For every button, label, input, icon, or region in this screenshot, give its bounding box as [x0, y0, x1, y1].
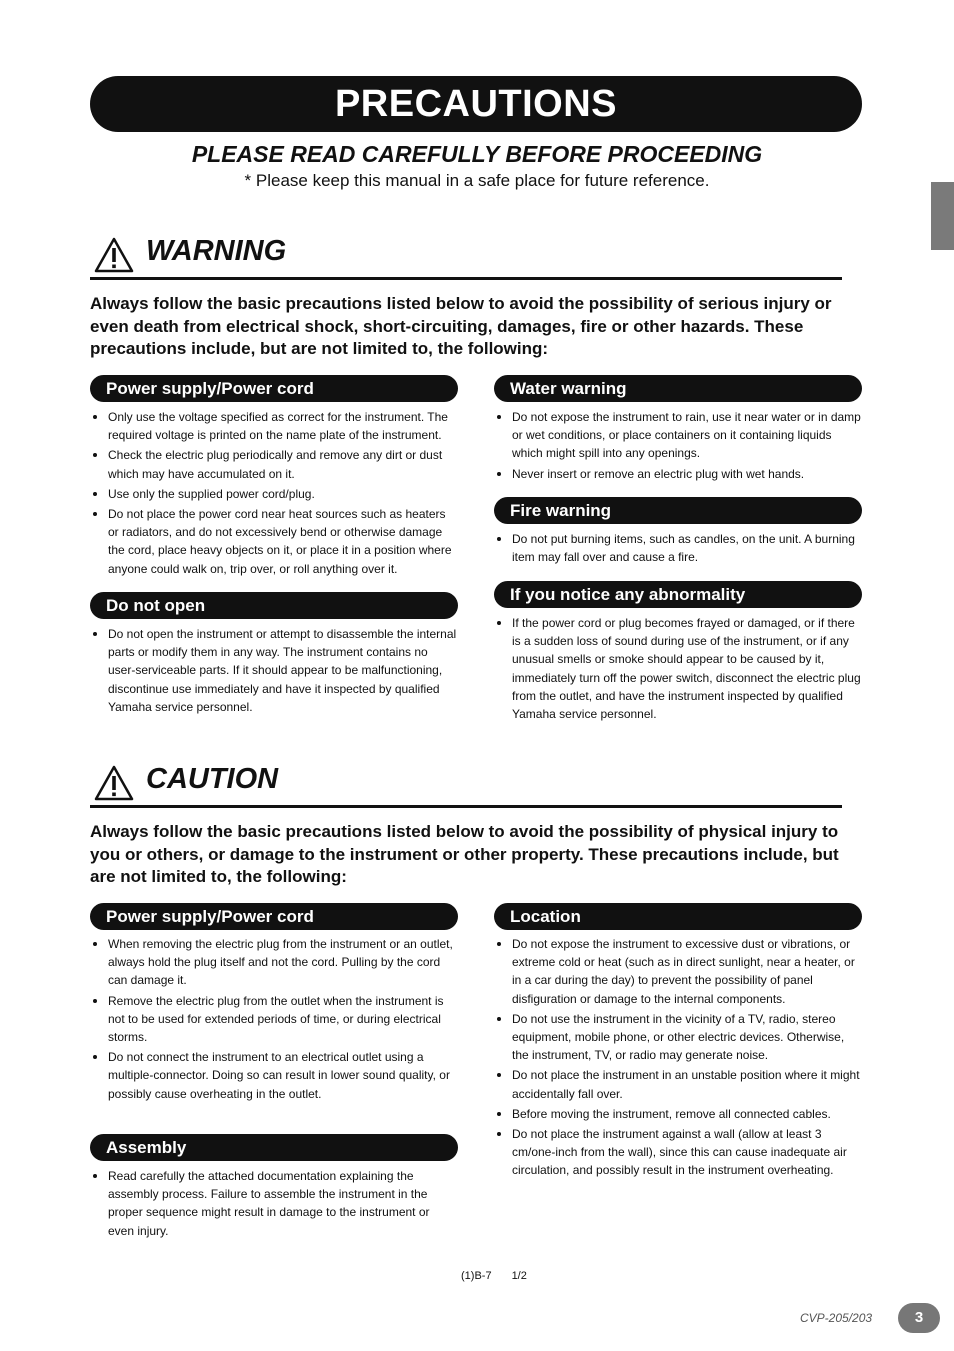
- section-pill-water-warning: Water warning: [494, 375, 862, 402]
- warning-do-not-open-list: [90, 625, 458, 716]
- list-item: Use only the supplied power cord/plug.: [90, 485, 458, 503]
- list-item: Check the electric plug periodically and remove any dirt or dust which may have accumulated on it.: [90, 446, 458, 482]
- caution-power-supply-list: [90, 935, 458, 1103]
- model-name: CVP-205/203: [800, 1311, 873, 1325]
- warning-triangle-icon: [94, 237, 134, 273]
- subtitle-note: * Please keep this manual in a safe place for future reference.: [244, 171, 710, 190]
- list-item: If the power cord or plug becomes frayed or damaged, or if there is a sudden loss of sound during use of the instrument, or if any unusual smells or smoke should appear to be caused by it, immediately turn off the power switch, disconnect the electric plug from the outlet, and have the instrument inspected by qualified Yamaha service personnel.: [494, 614, 862, 723]
- list-item: Before moving the instrument, remove all connected cables.: [494, 1105, 862, 1123]
- section-pill-fire-warning: Fire warning: [494, 497, 862, 524]
- document-code: [461, 1270, 527, 1282]
- caution-left-column-2: [90, 1134, 458, 1242]
- section-pill-do-not-open: Do not open: [90, 592, 458, 619]
- section-pill-location: Location: [494, 903, 862, 930]
- page-number: 3: [898, 1303, 940, 1333]
- warning-power-supply-list: [90, 408, 458, 578]
- list-item: Do not expose the instrument to rain, use it near water or in damp or wet conditions, or place containers on it containing liquids which might spill into any openings.: [494, 408, 862, 463]
- warning-heading: [90, 233, 842, 280]
- list-item: Do not put burning items, such as candles, on the unit. A burning item may fall over and cause a fire.: [494, 530, 862, 566]
- warning-title: WARNING: [146, 235, 287, 267]
- warning-right-column-3: [494, 581, 862, 725]
- caution-title: CAUTION: [146, 763, 279, 795]
- list-item: Only use the voltage specified as correct for the instrument. The required voltage is printed on the name plate of the instrument.: [90, 408, 458, 444]
- caution-triangle-icon: [94, 765, 134, 801]
- caution-location-list: [494, 935, 862, 1180]
- warning-right-column-2: [494, 497, 862, 568]
- warning-abnormality-list: [494, 614, 862, 723]
- list-item: Do not expose the instrument to excessive dust or vibrations, or extreme cold or heat (such as in direct sunlight, near a heater, or in a car during the day) to prevent the possibility of panel disfiguration or damage to the internal components.: [494, 935, 862, 1008]
- section-edge-tab: [931, 182, 954, 250]
- title-banner: [90, 76, 862, 132]
- page-title: PRECAUTIONS: [334, 82, 618, 125]
- section-pill-power-supply: Power supply/Power cord: [90, 903, 458, 930]
- section-pill-power-supply: Power supply/Power cord: [90, 375, 458, 402]
- warning-water-list: [494, 408, 862, 483]
- list-item: Do not place the instrument against a wall (allow at least 3 cm/one-inch from the wall), since this can cause inadequate air circulation, and possibly result in the instrument overheating.: [494, 1125, 862, 1180]
- list-item: Remove the electric plug from the outlet when the instrument is not to be used for extended periods of time, or during electrical storms.: [90, 992, 458, 1047]
- document-part: 1/2: [511, 1270, 527, 1282]
- list-item: Do not connect the instrument to an electrical outlet using a multiple-connector. Doing so can result in lower sound quality, or possibly cause overheating in the outlet.: [90, 1048, 458, 1103]
- document-code-id: (1)B-7: [461, 1270, 492, 1282]
- list-item: Do not open the instrument or attempt to disassemble the internal parts or modify them in any way. The instrument contains no user-serviceable parts. If it should appear to be malfunctioning, discontinue use immediately and have it inspected by qualified Yamaha service personnel.: [90, 625, 458, 716]
- list-item: When removing the electric plug from the instrument or an outlet, always hold the plug itself and not the cord. Pulling by the cord can damage it.: [90, 935, 458, 990]
- section-pill-assembly: Assembly: [90, 1134, 458, 1161]
- caution-intro: Always follow the basic precautions listed below to avoid the possibility of physical injury to you or others, or damage to the instrument or other property. These precautions include, but are not limited to, the following:: [90, 822, 839, 886]
- list-item: Do not use the instrument in the vicinity of a TV, radio, stereo equipment, mobile phone, or other electric devices. Otherwise, the instrument, TV, or radio may generate noise.: [494, 1010, 862, 1065]
- warning-fire-list: [494, 530, 862, 566]
- list-item: Never insert or remove an electric plug with wet hands.: [494, 465, 862, 483]
- warning-right-column: [494, 375, 862, 485]
- warning-left-column-2: [90, 592, 458, 718]
- list-item: Do not place the instrument in an unstable position where it might accidentally fall over.: [494, 1066, 862, 1102]
- subtitle: PLEASE READ CAREFULLY BEFORE PROCEEDING: [191, 141, 763, 167]
- section-pill-abnormality: If you notice any abnormality: [494, 581, 862, 608]
- caution-heading: [90, 761, 842, 808]
- caution-assembly-list: [90, 1167, 458, 1240]
- caution-right-column: [494, 903, 862, 1182]
- caution-left-column: [90, 903, 458, 1105]
- list-item: Do not place the power cord near heat sources such as heaters or radiators, and do not excessively bend or otherwise damage the cord, place heavy objects on it, or place it in a position where anyone could walk on, trip over, or roll anything over it.: [90, 505, 458, 578]
- warning-left-column: [90, 375, 458, 580]
- warning-intro: Always follow the basic precautions listed below to avoid the possibility of serious injury or even death from electrical shock, short-circuiting, damages, fire or other hazards. These precautions include, but are not limited to, the following:: [90, 294, 832, 358]
- list-item: Read carefully the attached documentation explaining the assembly process. Failure to assemble the instrument in the proper sequence might result in damage to the instrument or even injury.: [90, 1167, 458, 1240]
